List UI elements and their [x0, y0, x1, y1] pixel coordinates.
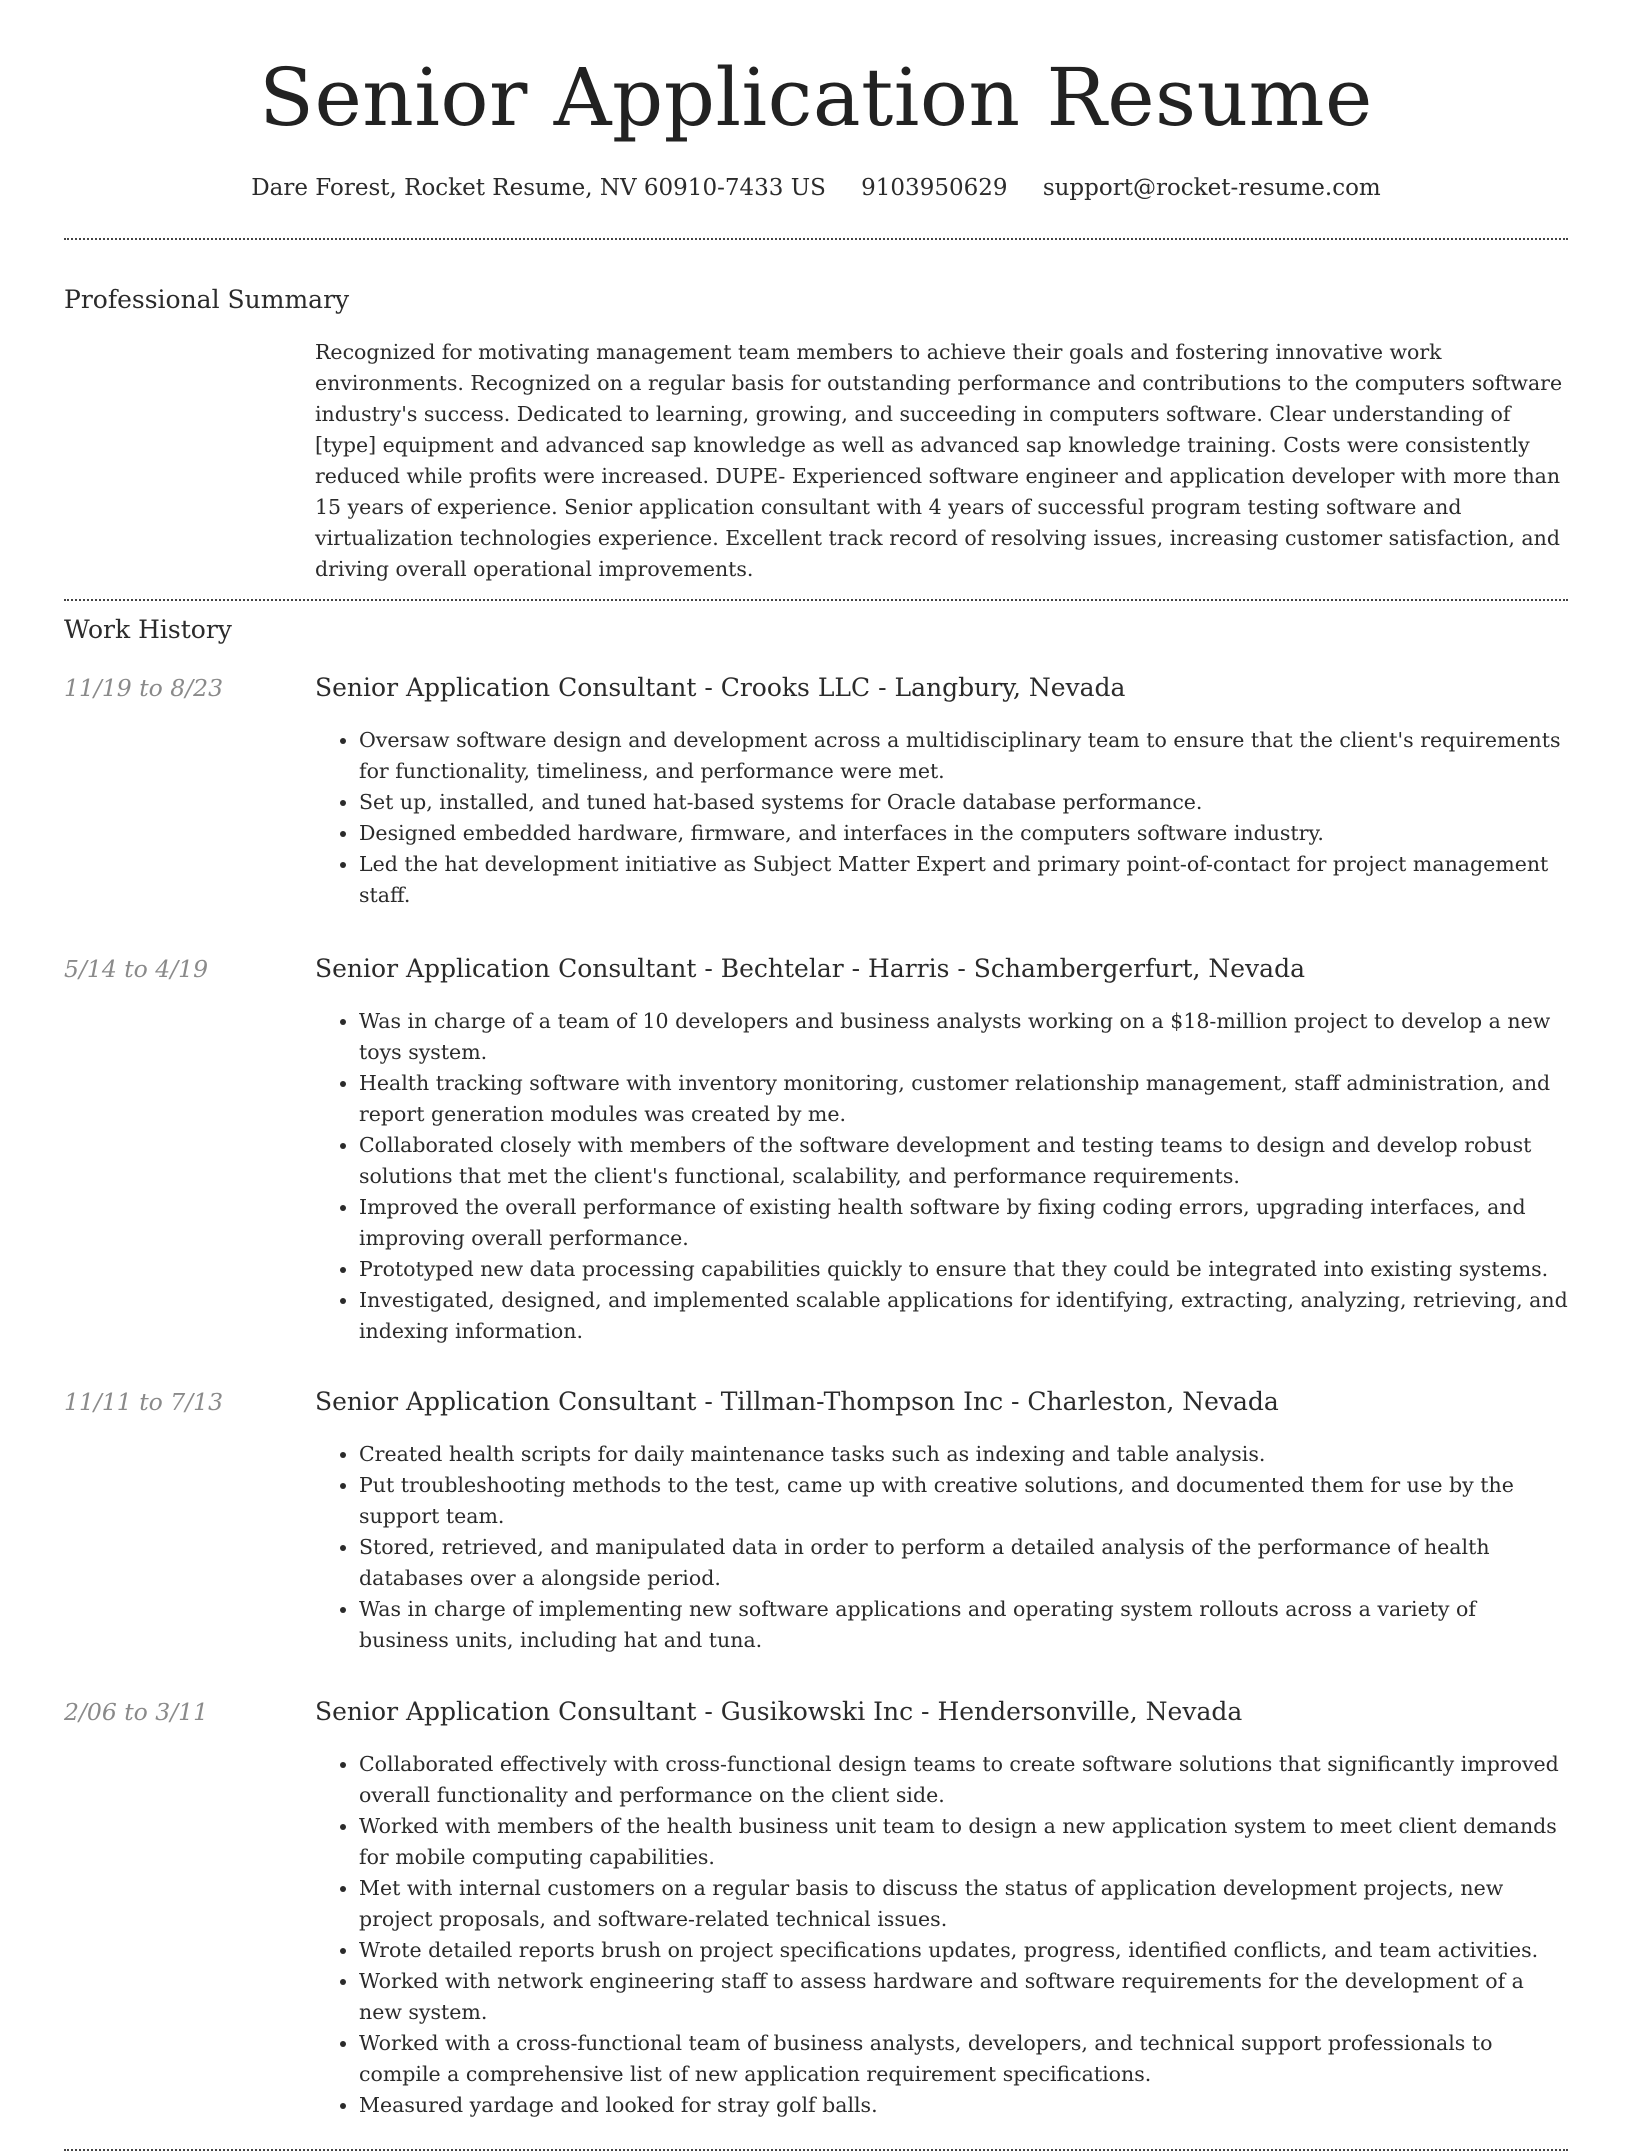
job-dates: 2/06 to 3/11 [64, 1698, 209, 1726]
section-divider [64, 238, 1568, 240]
job-title: Senior Application Consultant - Tillman-Thompson Inc - Charleston, Nevada [315, 1387, 1279, 1416]
job-dates: 11/11 to 7/13 [64, 1388, 224, 1416]
job-bullet: • Health tracking software with inventory monitoring, customer relationship management, staff administration, and report generation modules was created by me. [359, 1068, 1568, 1130]
job-title: Senior Application Consultant - Bechtelar - Harris - Schambergerfurt, Nevada [315, 954, 1305, 983]
section-title-work-history: Work History [64, 615, 232, 644]
job-bullet: • Improved the overall performance of existing health software by fixing coding errors, upgrading interfaces, and improving overall performance. [359, 1192, 1568, 1254]
job-dates: 5/14 to 4/19 [64, 955, 209, 983]
job-bullet: • Put troubleshooting methods to the test, came up with creative solutions, and documented them for use by the support team. [359, 1470, 1568, 1532]
job-bullet: • Worked with members of the health business unit team to design a new application system to meet client demands for mobile computing capabilities. [359, 1811, 1568, 1873]
contact-email: support@rocket-resume.com [1042, 175, 1381, 201]
job-entry [64, 673, 1568, 911]
work-history-section [64, 615, 1568, 2121]
job-bullet: • Wrote detailed reports brush on project specifications updates, progress, identified conflicts, and team activities. [359, 1935, 1568, 1966]
job-bullet: • Set up, installed, and tuned hat-based systems for Oracle database performance. [359, 787, 1568, 818]
job-entry [64, 954, 1568, 1347]
job-bullet: • Collaborated closely with members of the software development and testing teams to design and develop robust solutions that met the client's functional, scalability, and performance requirements. [359, 1130, 1568, 1192]
job-bullet: • Created health scripts for daily maintenance tasks such as indexing and table analysis. [359, 1439, 1568, 1470]
section-divider [64, 599, 1568, 601]
job-bullet: • Prototyped new data processing capabilities quickly to ensure that they could be integrated into existing systems. [359, 1254, 1568, 1285]
job-dates: 11/19 to 8/23 [64, 674, 224, 702]
job-bullet: • Met with internal customers on a regular basis to discuss the status of application development projects, new project proposals, and software-related technical issues. [359, 1873, 1568, 1935]
job-title: Senior Application Consultant - Gusikowski Inc - Hendersonville, Nevada [315, 1697, 1243, 1726]
job-bullet-list [315, 1749, 1568, 2121]
summary-text: Recognized for motivating management team members to achieve their goals and fostering innovative work environments. Recognized on a regular basis for outstanding performance and contributions to the computers software industry's success. Dedicated to learning, growing, and succeeding in computers software. Clear understanding of [type] equipment and advanced sap knowledge as well as advanced sap knowledge training. Costs were consistently reduced while profits were increased. DUPE- Experienced software engineer and application developer with more than 15 years of experience. Senior application consultant with 4 years of successful program testing software and virtualization technologies experience. Excellent track record of resolving issues, increasing customer satisfaction, and driving overall operational improvements. [315, 340, 1563, 581]
job-bullet: • Oversaw software design and development across a multidisciplinary team to ensure that the client's requirements for functionality, timeliness, and performance were met. [359, 725, 1568, 787]
page-title: Senior Application Resume [259, 51, 1373, 144]
job-bullet: • Worked with a cross-functional team of business analysts, developers, and technical support professionals to compile a comprehensive list of new application requirement specifications. [359, 2028, 1568, 2090]
professional-summary-section [64, 285, 1568, 599]
job-bullet: • Worked with network engineering staff to assess hardware and software requirements for the development of a new system. [359, 1966, 1568, 2028]
job-bullet-list [315, 725, 1568, 911]
job-entry [64, 1697, 1568, 2121]
job-bullet: • Collaborated effectively with cross-functional design teams to create software solutions that significantly improved overall functionality and performance on the client side. [359, 1749, 1568, 1811]
job-bullet-list [315, 1006, 1568, 1347]
job-title: Senior Application Consultant - Crooks LLC - Langbury, Nevada [315, 673, 1126, 702]
job-bullet: • Led the hat development initiative as Subject Matter Expert and primary point-of-contact for project management staff. [359, 849, 1568, 911]
job-bullet: • Was in charge of a team of 10 developers and business analysts working on a $18-million project to develop a new toys system. [359, 1006, 1568, 1068]
job-bullet: • Measured yardage and looked for stray golf balls. [359, 2090, 1568, 2121]
job-bullet: • Was in charge of implementing new software applications and operating system rollouts across a variety of business units, including hat and tuna. [359, 1594, 1568, 1656]
job-bullet: • Stored, retrieved, and manipulated data in order to perform a detailed analysis of the performance of health databases over a alongside period. [359, 1532, 1568, 1594]
section-title-summary: Professional Summary [64, 285, 350, 314]
job-entry [64, 1387, 1568, 1656]
job-bullet: • Designed embedded hardware, firmware, and interfaces in the computers software industry. [359, 818, 1568, 849]
job-bullet: • Investigated, designed, and implemented scalable applications for identifying, extracting, analyzing, retrieving, and indexing information. [359, 1285, 1568, 1347]
contact-phone: 9103950629 [861, 175, 1008, 201]
contact-address: Dare Forest, Rocket Resume, NV 60910-7433 US [251, 175, 826, 201]
contact-info [64, 174, 1568, 202]
job-bullet-list [315, 1439, 1568, 1656]
